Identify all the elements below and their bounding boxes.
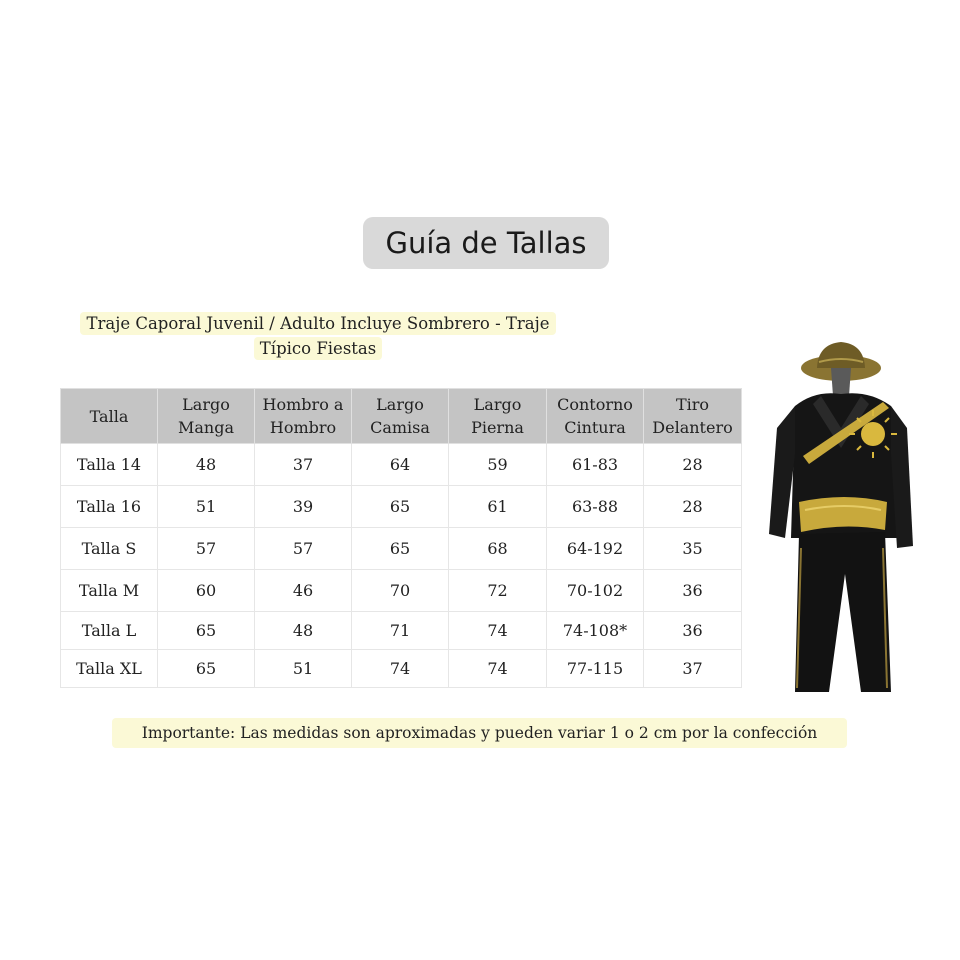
cell-largo-manga: 65 — [158, 612, 255, 650]
cell-tiro-delantero: 36 — [644, 612, 742, 650]
cell-largo-camisa: 74 — [352, 650, 449, 688]
header-hombro: Hombro a Hombro — [255, 389, 352, 444]
cell-talla: Talla XL — [61, 650, 158, 688]
cell-contorno-cintura: 64-192 — [547, 528, 644, 570]
cell-talla: Talla M — [61, 570, 158, 612]
cell-tiro-delantero: 37 — [644, 650, 742, 688]
subtitle-line-1: Traje Caporal Juvenil / Adulto Incluye Sombrero - Traje — [80, 312, 555, 335]
table-row — [61, 528, 742, 570]
cell-largo-pierna: 74 — [449, 612, 547, 650]
cell-largo-pierna: 72 — [449, 570, 547, 612]
cell-contorno-cintura: 61-83 — [547, 444, 644, 486]
cell-largo-camisa: 70 — [352, 570, 449, 612]
cell-contorno-cintura: 74-108* — [547, 612, 644, 650]
cell-largo-camisa: 65 — [352, 528, 449, 570]
table-row — [61, 444, 742, 486]
product-subtitle — [62, 311, 574, 361]
table-header-row — [61, 389, 742, 444]
table-row — [61, 570, 742, 612]
cell-talla: Talla 16 — [61, 486, 158, 528]
cell-largo-pierna: 59 — [449, 444, 547, 486]
cell-tiro-delantero: 28 — [644, 444, 742, 486]
cell-tiro-delantero: 35 — [644, 528, 742, 570]
cell-hombro: 48 — [255, 612, 352, 650]
cell-largo-pierna: 74 — [449, 650, 547, 688]
cell-largo-manga: 48 — [158, 444, 255, 486]
cell-hombro: 57 — [255, 528, 352, 570]
cell-talla: Talla S — [61, 528, 158, 570]
table-row — [61, 612, 742, 650]
cell-largo-camisa: 64 — [352, 444, 449, 486]
cell-largo-manga: 65 — [158, 650, 255, 688]
cell-talla: Talla 14 — [61, 444, 158, 486]
header-largo-pierna: Largo Pierna — [449, 389, 547, 444]
cell-hombro: 37 — [255, 444, 352, 486]
cell-contorno-cintura: 63-88 — [547, 486, 644, 528]
important-note: Importante: Las medidas son aproximadas y pueden variar 1 o 2 cm por la confección — [112, 718, 847, 748]
subtitle-line-2: Típico Fiestas — [254, 337, 382, 360]
table-row — [61, 650, 742, 688]
cell-largo-pierna: 68 — [449, 528, 547, 570]
cell-hombro: 39 — [255, 486, 352, 528]
header-talla: Talla — [61, 389, 158, 444]
header-largo-manga: Largo Manga — [158, 389, 255, 444]
cell-hombro: 46 — [255, 570, 352, 612]
cell-largo-pierna: 61 — [449, 486, 547, 528]
cell-contorno-cintura: 77-115 — [547, 650, 644, 688]
cell-contorno-cintura: 70-102 — [547, 570, 644, 612]
costume-image — [765, 338, 915, 692]
cell-largo-camisa: 71 — [352, 612, 449, 650]
cell-largo-manga: 51 — [158, 486, 255, 528]
cell-tiro-delantero: 36 — [644, 570, 742, 612]
header-contorno-cintura: Contorno Cintura — [547, 389, 644, 444]
cell-tiro-delantero: 28 — [644, 486, 742, 528]
cell-largo-manga: 57 — [158, 528, 255, 570]
page-title: Guía de Tallas — [363, 217, 609, 269]
cell-hombro: 51 — [255, 650, 352, 688]
cell-largo-manga: 60 — [158, 570, 255, 612]
header-largo-camisa: Largo Camisa — [352, 389, 449, 444]
header-tiro-delantero: Tiro Delantero — [644, 389, 742, 444]
cell-talla: Talla L — [61, 612, 158, 650]
table-row — [61, 486, 742, 528]
size-table — [60, 388, 742, 688]
cell-largo-camisa: 65 — [352, 486, 449, 528]
